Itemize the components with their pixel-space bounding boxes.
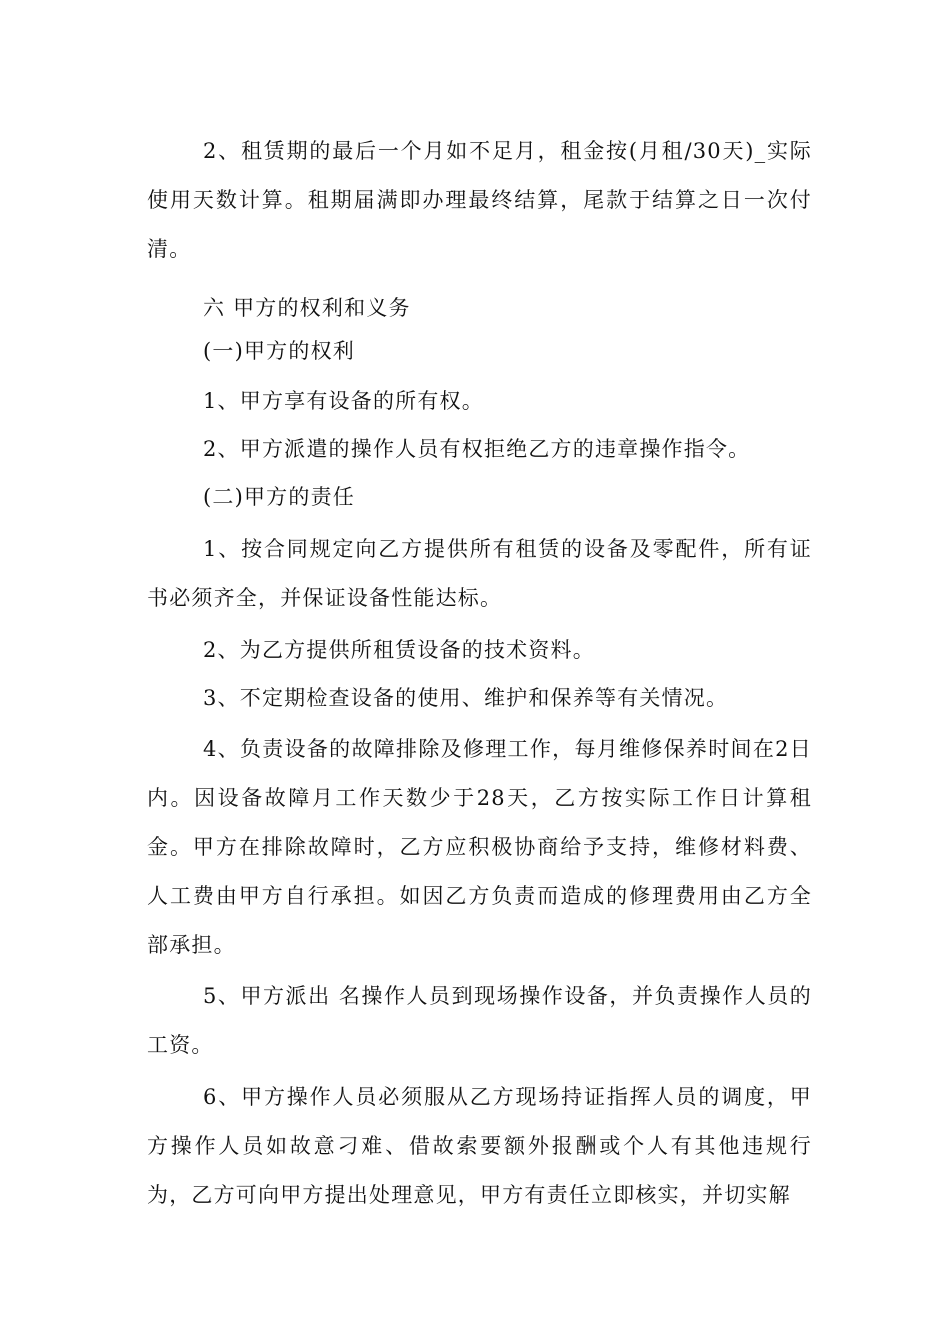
paragraph-refuse-instructions: 2、甲方派遣的操作人员有权拒绝乙方的违章操作指令。 [203, 437, 751, 461]
section-heading-party-a-rights-duties: 六 甲方的权利和义务 [203, 296, 411, 320]
paragraph-ownership: 1、甲方享有设备的所有权。 [203, 389, 484, 413]
paragraph-inspection: 3、不定期检查设备的使用、维护和保养等有关情况。 [203, 686, 729, 710]
paragraph-provide-equipment: 1、按合同规定向乙方提供所有租赁的设备及零配件，所有证书必须齐全，并保证设备性能达标。 [147, 537, 812, 610]
subheading-party-a-responsibilities: (二)甲方的责任 [203, 485, 355, 509]
paragraph-rent-settlement: 2、租赁期的最后一个月如不足月，租金按(月租/30天)_实际使用天数计算。租期届满即办理最终结算，尾款于结算之日一次付清。 [147, 139, 812, 261]
paragraph-fault-repair: 4、负责设备的故障排除及修理工作，每月维修保养时间在2日内。因设备故障月工作天数少于28天，乙方按实际工作日计算租金。甲方在排除故障时，乙方应积极协商给予支持，维修材料费、人工费由甲方自行承担。如因乙方负责而造成的修理费用由乙方全部承担。 [147, 737, 812, 957]
paragraph-technical-materials: 2、为乙方提供所租赁设备的技术资料。 [203, 638, 595, 662]
subheading-party-a-rights: (一)甲方的权利 [203, 339, 355, 363]
paragraph-operator-conduct: 6、甲方操作人员必须服从乙方现场持证指挥人员的调度，甲方操作人员如故意刁难、借故索要额外报酬或个人有其他违规行为，乙方可向甲方提出处理意见，甲方有责任立即核实，并切实解 [147, 1085, 812, 1207]
paragraph-operators: 5、甲方派出 名操作人员到现场操作设备，并负责操作人员的工资。 [147, 984, 812, 1057]
